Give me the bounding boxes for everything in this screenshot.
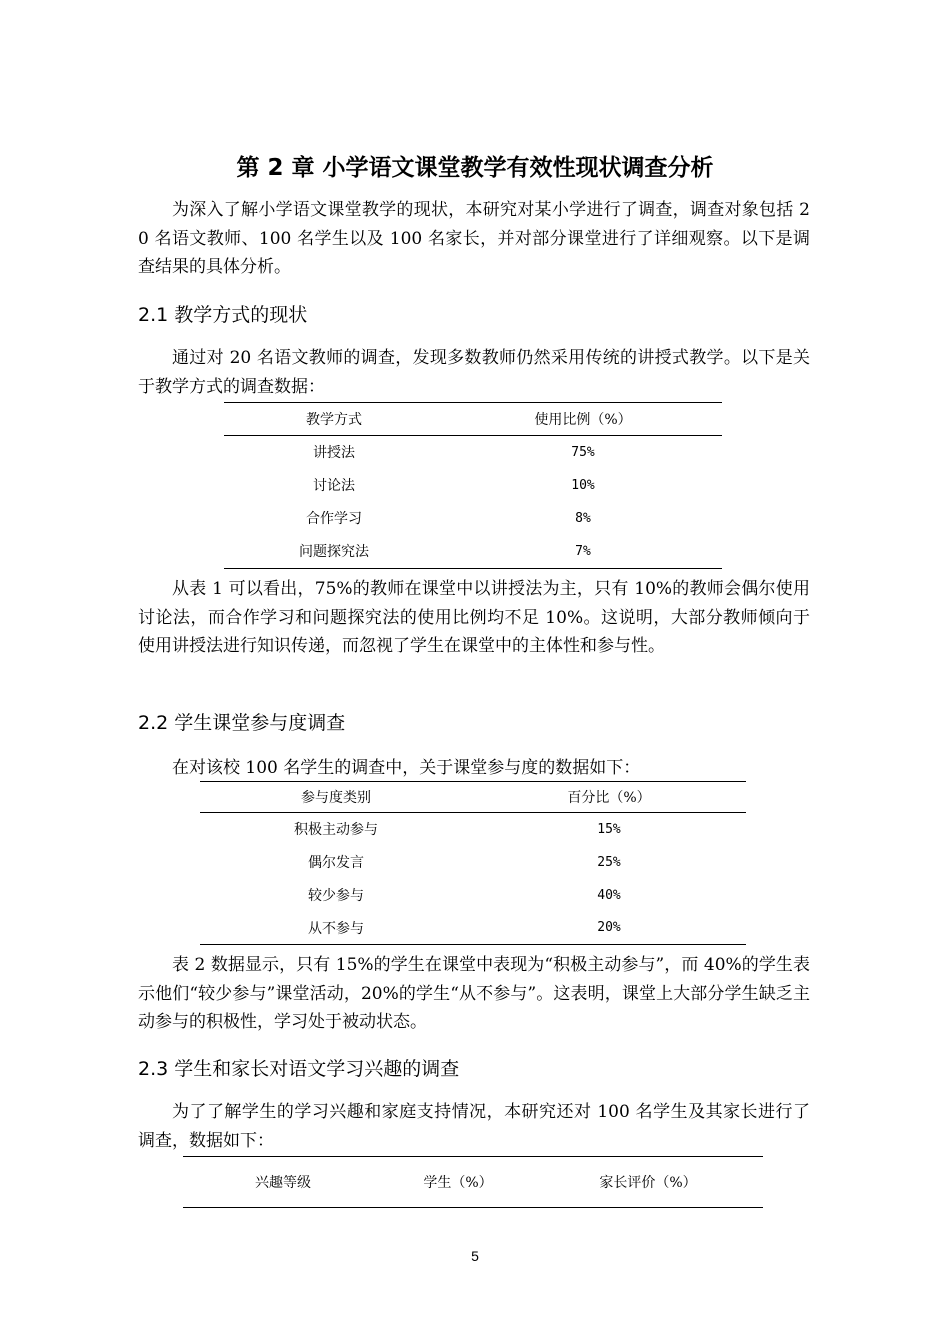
intro-paragraph: 为深入了解小学语文课堂教学的现状，本研究对某小学进行了调查，调查对象包括 20 名语文教师、100 名学生以及 100 名家长，并对部分课堂进行了详细观察。以下是调查结果的具体分析。 <box>138 200 810 277</box>
table-row <box>200 813 746 846</box>
participation-table <box>200 781 746 945</box>
table-row <box>200 912 746 945</box>
table-cell: 15% <box>597 821 621 837</box>
page-number: 5 <box>471 1248 479 1264</box>
section-2-2-title: 2.2 学生课堂参与度调查 <box>138 712 346 734</box>
table-row <box>224 502 722 535</box>
section-2-3-title: 2.3 学生和家长对语文学习兴趣的调查 <box>138 1058 460 1080</box>
table-cell: 讨论法 <box>313 478 355 494</box>
table-row <box>224 436 722 469</box>
table-row <box>224 469 722 502</box>
table-header-cell: 学生（%） <box>423 1175 493 1191</box>
table-row <box>200 846 746 879</box>
table-cell: 10% <box>571 477 595 493</box>
table-header-row <box>200 782 746 813</box>
table-cell: 20% <box>597 920 621 936</box>
section-2-2-paragraph: 在对该校 100 名学生的调查中，关于课堂参与度的数据如下： <box>172 758 641 778</box>
table-cell: 讲授法 <box>313 445 355 462</box>
section-2-1-title: 2.1 教学方式的现状 <box>138 304 308 326</box>
table-cell: 较少参与 <box>308 888 364 904</box>
table-header-cell: 教学方式 <box>306 412 362 428</box>
table-cell: 从不参与 <box>308 920 364 937</box>
section-2-2-analysis: 表 2 数据显示，只有 15%的学生在课堂中表现为“积极主动参与”，而 40%的学生表示他们“较少参与”课堂活动，20%的学生“从不参与”。这表明，课堂上大部分学生缺乏主动参与的积极性，学习处于被动状态。 <box>138 955 810 1032</box>
table-cell: 8% <box>575 510 591 526</box>
table-header-cell: 参与度类别 <box>301 790 371 806</box>
section-2-1-analysis: 从表 1 可以看出，75%的教师在课堂中以讲授法为主，只有 10%的教师会偶尔使用讨论法，而合作学习和问题探究法的使用比例均不足 10%。这说明，大部分教师倾向于使用讲授法进行知识传递，而忽视了学生在课堂中的主体性和参与性。 <box>138 579 810 656</box>
table-header-cell: 百分比（%） <box>567 790 651 806</box>
table-header-row <box>183 1157 763 1208</box>
table-row <box>200 879 746 912</box>
section-2-1-paragraph: 通过对 20 名语文教师的调查，发现多数教师仍然采用传统的讲授式教学。以下是关于教学方式的调查数据： <box>138 348 810 397</box>
table-row <box>224 535 722 569</box>
table-cell: 积极主动参与 <box>294 822 378 839</box>
table-cell: 问题探究法 <box>299 544 369 561</box>
table-header-cell: 使用比例（%） <box>534 412 632 428</box>
table-header-row <box>224 403 722 436</box>
chapter-title: 第 2 章 小学语文课堂教学有效性现状调查分析 <box>236 155 714 181</box>
table-cell: 25% <box>597 854 621 870</box>
table-cell: 75% <box>571 444 595 460</box>
table-cell: 40% <box>597 887 621 903</box>
table-cell: 7% <box>575 543 591 559</box>
section-2-3-paragraph: 为了了解学生的学习兴趣和家庭支持情况，本研究还对 100 名学生及其家长进行了调查，数据如下： <box>138 1102 810 1151</box>
table-header-cell: 兴趣等级 <box>255 1175 311 1191</box>
table-cell: 偶尔发言 <box>308 855 364 871</box>
table-header-cell: 家长评价（%） <box>599 1175 697 1191</box>
interest-table <box>183 1156 763 1208</box>
teaching-method-table <box>224 402 722 569</box>
table-cell: 合作学习 <box>306 511 362 527</box>
